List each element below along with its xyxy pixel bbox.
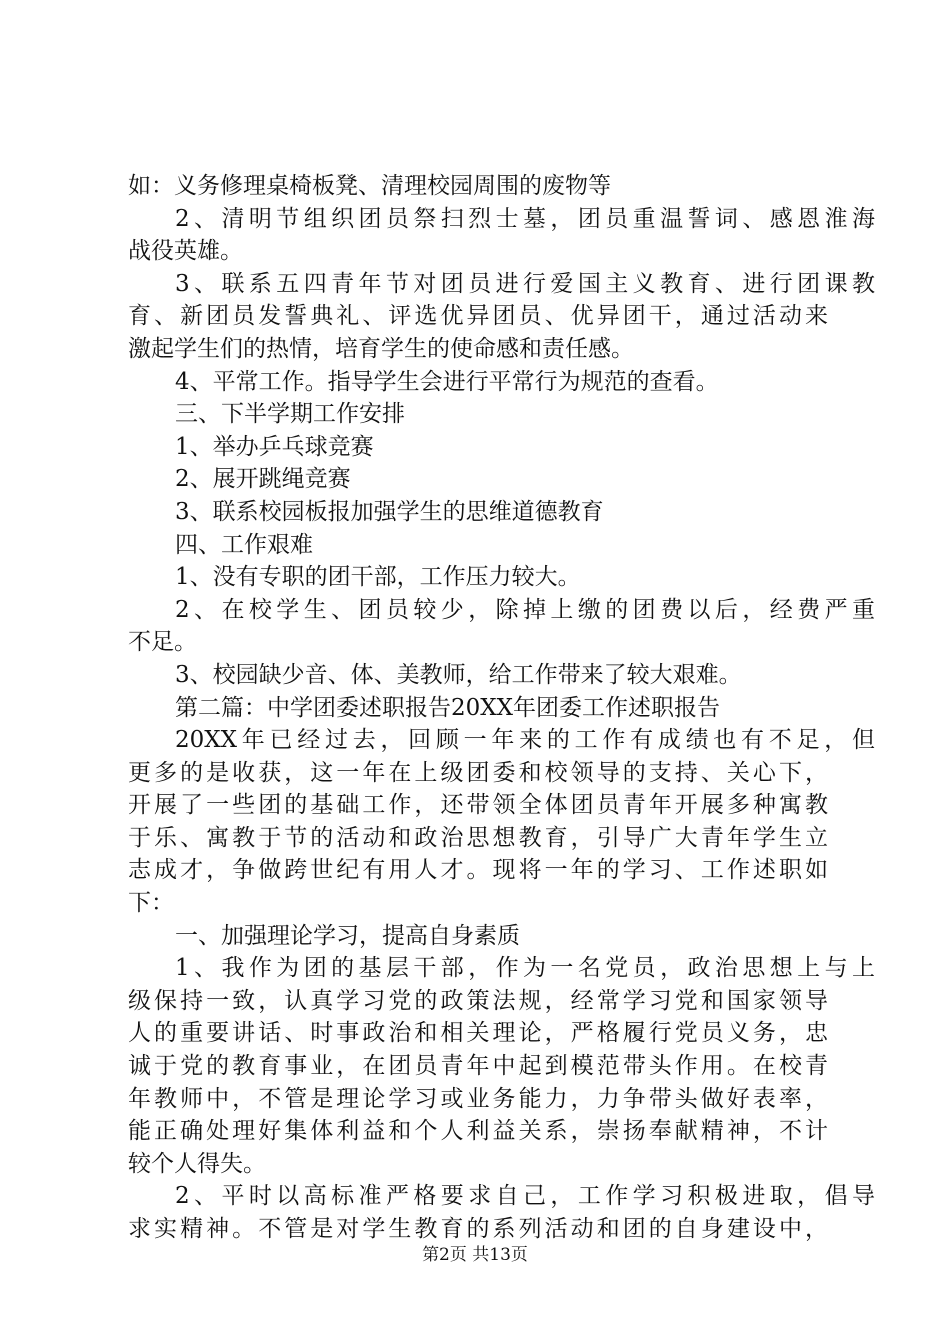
text-line: 更多的是收获，这一年在上级团委和校领导的支持、关心下， [128,759,828,786]
section-heading: 三、下半学期工作安排 [175,401,405,428]
text-line: 下： [128,890,174,917]
text-line: 激起学生们的热情，培育学生的使命感和责任感。 [128,335,634,362]
text-line: 人的重要讲话、时事政治和相关理论，严格履行党员义务，忠 [128,1020,828,1047]
text-line: 级保持一致，认真学习党的政策法规，经常学习党和国家领导 [128,987,828,1014]
text-line: 如：义务修理桌椅板凳、清理校园周围的废物等 [128,173,611,199]
section-heading: 一、加强理论学习，提高自身素质 [175,922,520,949]
text-line: 2、平时以高标准严格要求自己，工作学习积极进取，倡导 [175,1183,875,1210]
text-line: 1、没有专职的团干部，工作压力较大。 [175,564,581,591]
text-line: 年教师中，不管是理论学习或业务能力，力争带头做好表率， [128,1085,828,1112]
text-line: 3、联系校园板报加强学生的思维道德教育 [175,498,604,525]
text-line: 2、在校学生、团员较少，除掉上缴的团费以后，经费严重 [175,596,875,623]
text-line: 开展了一些团的基础工作，还带领全体团员青年开展多种寓教 [128,792,828,819]
text-line: 2、清明节组织团员祭扫烈士墓，团员重温誓词、感恩淮海 [175,205,875,232]
text-line: 志成才，争做跨世纪有用人才。现将一年的学习、工作述职如 [128,857,828,884]
text-line: 较个人得失。 [128,1150,266,1177]
text-line: 求实精神。不管是对学生教育的系列活动和团的自身建设中， [128,1216,828,1242]
text-line: 能正确处理好集体利益和个人利益关系，崇扬奉献精神，不计 [128,1118,828,1145]
article-title: 第二篇：中学团委述职报告20XX年团委工作述职报告 [175,694,721,721]
text-line: 1、我作为团的基层干部，作为一名党员，政治思想上与上 [175,955,875,982]
text-line: 不足。 [128,629,197,656]
text-line: 育、新团员发誓典礼、评选优异团员、优异团干，通过活动来 [128,303,828,330]
text-line: 战役英雄。 [128,238,243,265]
text-line: 20XX年已经过去，回顾一年来的工作有成绩也有不足，但 [175,727,875,754]
text-line: 4、平常工作。指导学生会进行平常行为规范的查看。 [175,368,719,395]
text-line: 诚于党的教育事业，在团员青年中起到模范带头作用。在校青 [128,1053,828,1080]
page-number: 第2页 共13页 [422,1245,528,1265]
text-line: 3、校园缺少音、体、美教师，给工作带来了较大艰难。 [175,661,742,688]
document-body [128,170,875,1246]
text-line: 3、联系五四青年节对团员进行爱国主义教育、进行团课教 [175,270,875,297]
text-line: 1、举办乒乓球竞赛 [175,433,374,460]
text-line: 于乐、寓教于节的活动和政治思想教育，引导广大青年学生立 [128,824,828,851]
text-line: 2、展开跳绳竞赛 [175,466,351,493]
section-heading: 四、工作艰难 [175,531,313,558]
